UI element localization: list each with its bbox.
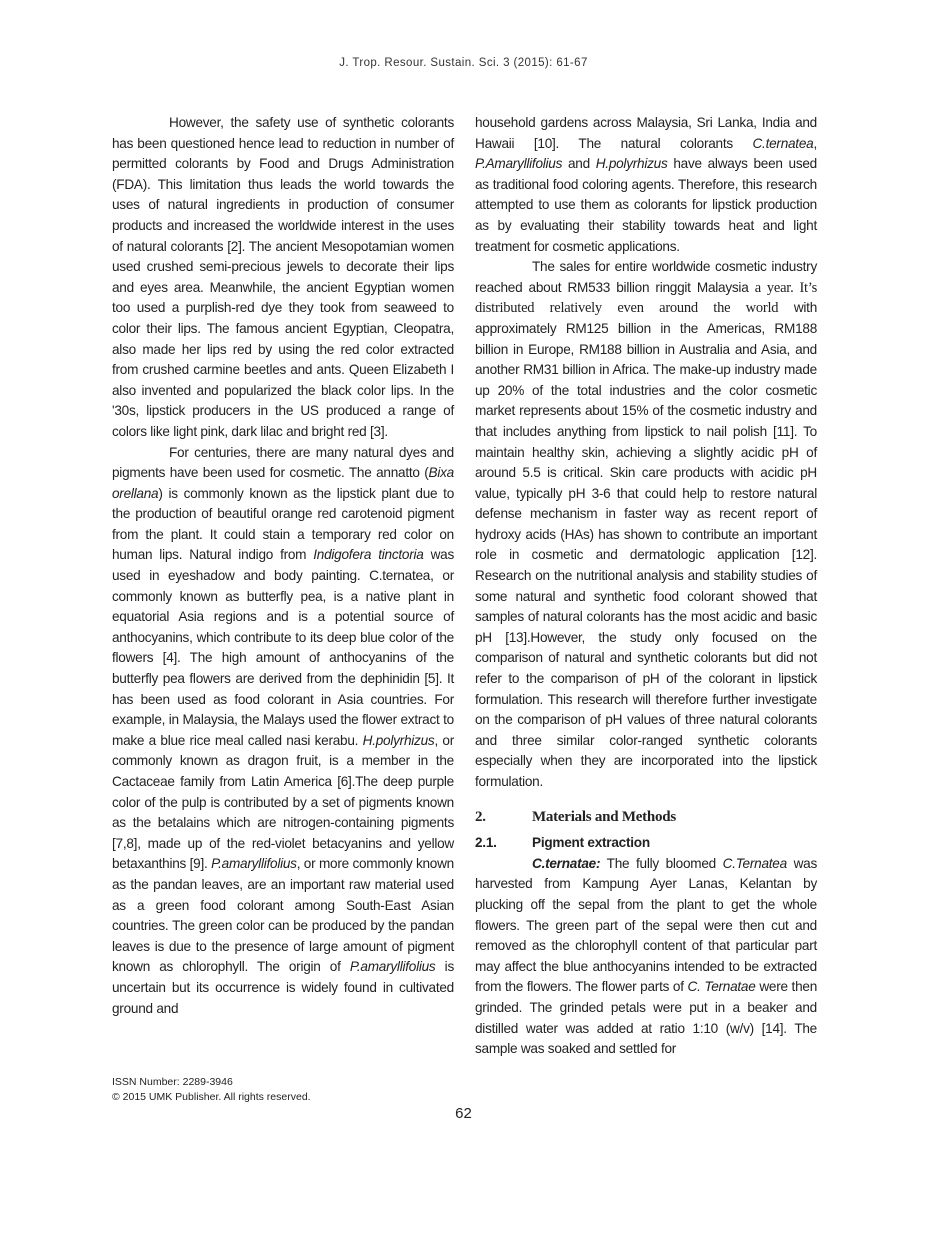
text-run: For centuries, there are many natural dyes and pigments have been used for cosmetic. The annatto ( bbox=[112, 444, 454, 481]
species-name: Bixa orellana bbox=[112, 465, 454, 501]
section-title: Materials and Methods bbox=[532, 808, 676, 825]
running-header: J. Trop. Resour. Sustain. Sci. 3 (2015): 61-67 bbox=[339, 57, 588, 69]
species-name: P.amaryllifolius bbox=[349, 959, 436, 975]
text-run: have always been used as traditional food coloring agents. Therefore, this research attempted to use them as colorants for lipstick production as by evaluating their stability towards heat and light treatment for cosmetic applications. bbox=[475, 156, 817, 254]
text-run: is uncertain but its occurrence is widely found in cultivated ground and bbox=[112, 959, 454, 1016]
paragraph bbox=[112, 113, 454, 443]
text-run: household gardens across Malaysia, Sri Lanka, India and Hawaii [10]. The natural colorants bbox=[475, 115, 817, 151]
species-name: C.ternatea bbox=[752, 135, 814, 151]
text-run: , bbox=[813, 135, 817, 151]
species-name: P.amaryllifolius bbox=[211, 856, 297, 872]
issn-number: ISSN Number: 2289-3946 bbox=[112, 1076, 233, 1088]
text-run: and bbox=[562, 156, 596, 172]
species-name: C.Ternatea bbox=[722, 855, 787, 871]
subsection-title: Pigment extraction bbox=[532, 835, 650, 851]
text-run: ) is commonly known as the lipstick plant due to the production of beautiful orange red carotenoid pigment from the plant. It could stain a temporary red color on human lips. Natural indigo from bbox=[112, 485, 454, 563]
text-run: , or more commonly known as the pandan leaves, are an important raw material used as a green food colorant among South-East Asian countries. The green color can be produced by the pandan leaves is due to the presence of large amount of pigment known as chlorophyll. The origin of bbox=[112, 856, 454, 975]
species-name: C. Ternatae bbox=[687, 979, 756, 995]
subsection-heading bbox=[475, 833, 817, 854]
subsection-number: 2.1. bbox=[475, 835, 497, 851]
text-run: with approximately RM125 billion in the Americas, RM188 billion in Europe, RM188 billion in Australia and Asia, and another RM31 billion in Africa. The make-up industry made up 20% of the total industries and the color cosmetic market represents about 15% of the cosmetic industry and that includes anything from lipstick to nail polish [11]. To maintain healthy skin, achieving a slightly acidic pH of around 5.5 is critical. Skin care products with acidic pH value, typically pH 3-6 that could help to restore natural defense mechanism in faster way as recent report of hydroxy acids (HAs) has shown to contribute an important role in cosmetic and dermatologic application [12]. Research on the nutritional analysis and stability studies of some natural and synthetic food colorant showed that samples of natural colorants has the most acidic and basic pH [13].However, the study only focused on the comparison of natural and synthetic colorants but did not refer to the comparison of pH of the colorant in lipstick formulation. This research will therefore further investigate on the comparison of pH values of three natural colorants and three similar color-ranged synthetic colorants especially when they are incorporated into the lipstick formulation. bbox=[475, 300, 818, 789]
text-run: , or commonly known as dragon fruit, is a member in the Cactaceae family from Latin America [6].The deep purple color of the pulp is contributed by a set of pigments known as the betalains which are nitrogen-containing pigments [7,8], made up of the red-violet betacyanins and yellow betaxanthins [9]. bbox=[112, 732, 455, 872]
text-run: was harvested from Kampung Ayer Lanas, Kelantan by plucking off the sepal from the plant to get the whole flowers. The green part of the sepal were then cut and removed as the chlorophyll content of that particular part may affect the blue anthocyanins intended to be extracted from the flowers. The flower parts of bbox=[475, 855, 818, 995]
paragraph bbox=[475, 113, 817, 257]
left-column bbox=[112, 113, 454, 1019]
paragraph-lead: C.ternatae: bbox=[532, 855, 601, 871]
paragraph bbox=[475, 257, 817, 792]
text-run: The sales for entire worldwide cosmetic industry reached about RM533 billion ringgit Malaysia bbox=[475, 259, 817, 295]
species-name: Indigofera tinctoria bbox=[313, 547, 424, 563]
text-run: were then grinded. The grinded petals were put in a beaker and distilled water was added at ratio 1:10 (w/v) [14]. The sample was soaked and settled for bbox=[475, 979, 818, 1057]
page-number: 62 bbox=[455, 1105, 472, 1122]
text-run: was used in eyeshadow and body painting. C.ternatea, or commonly known as butterfly pea, is a native plant in equatorial Asia regions and is a potential source of anthocyanins, which contribute to its deep blue color of the flowers [4]. The high amount of anthocyanins of the butterfly pea flowers are derived from the dephinidin [5]. It has been used as food colorant in Asia countries. For example, in Malaysia, the Malays used the flower extract to make a blue rice meal called nasi kerabu. bbox=[112, 547, 454, 748]
section-heading bbox=[475, 807, 817, 828]
species-name: H.polyrhizus bbox=[362, 732, 435, 748]
species-name: H.polyrhizus bbox=[595, 156, 668, 172]
footer bbox=[112, 1075, 311, 1105]
right-column bbox=[475, 113, 817, 1060]
paragraph bbox=[112, 443, 454, 1020]
text-run: The fully bloomed bbox=[600, 855, 723, 871]
section-number: 2. bbox=[475, 808, 486, 825]
copyright-notice: © 2015 UMK Publisher. All rights reserved. bbox=[112, 1091, 311, 1103]
text-run: a year. It’s distributed relatively even around the world bbox=[475, 279, 817, 317]
paragraph bbox=[475, 854, 817, 1060]
text-run: However, the safety use of synthetic colorants has been questioned hence lead to reduction in number of permitted colorants by Food and Drugs Administration (FDA). This limitation thus leads the world towards the uses of natural ingredients in production of consumer products and increased the worldwide interest in the uses of natural colorants [2]. The ancient Mesopotamian women used crushed semi-precious jewels to decorate their lips and eyes area. Meanwhile, the ancient Egyptian women too used a purplish-red dye they took from seaweed to color their lips. The famous ancient Egyptian, Cleopatra, also made her lips red by using the red color extracted from crushed carmine beetles and ants. Queen Elizabeth I also invented and popularized the black color lips. In the '30s, lipstick producers in the US produced a range of colors like light pink, dark lilac and bright red [3]. bbox=[112, 115, 454, 439]
species-name: P.Amaryllifolius bbox=[475, 156, 563, 172]
